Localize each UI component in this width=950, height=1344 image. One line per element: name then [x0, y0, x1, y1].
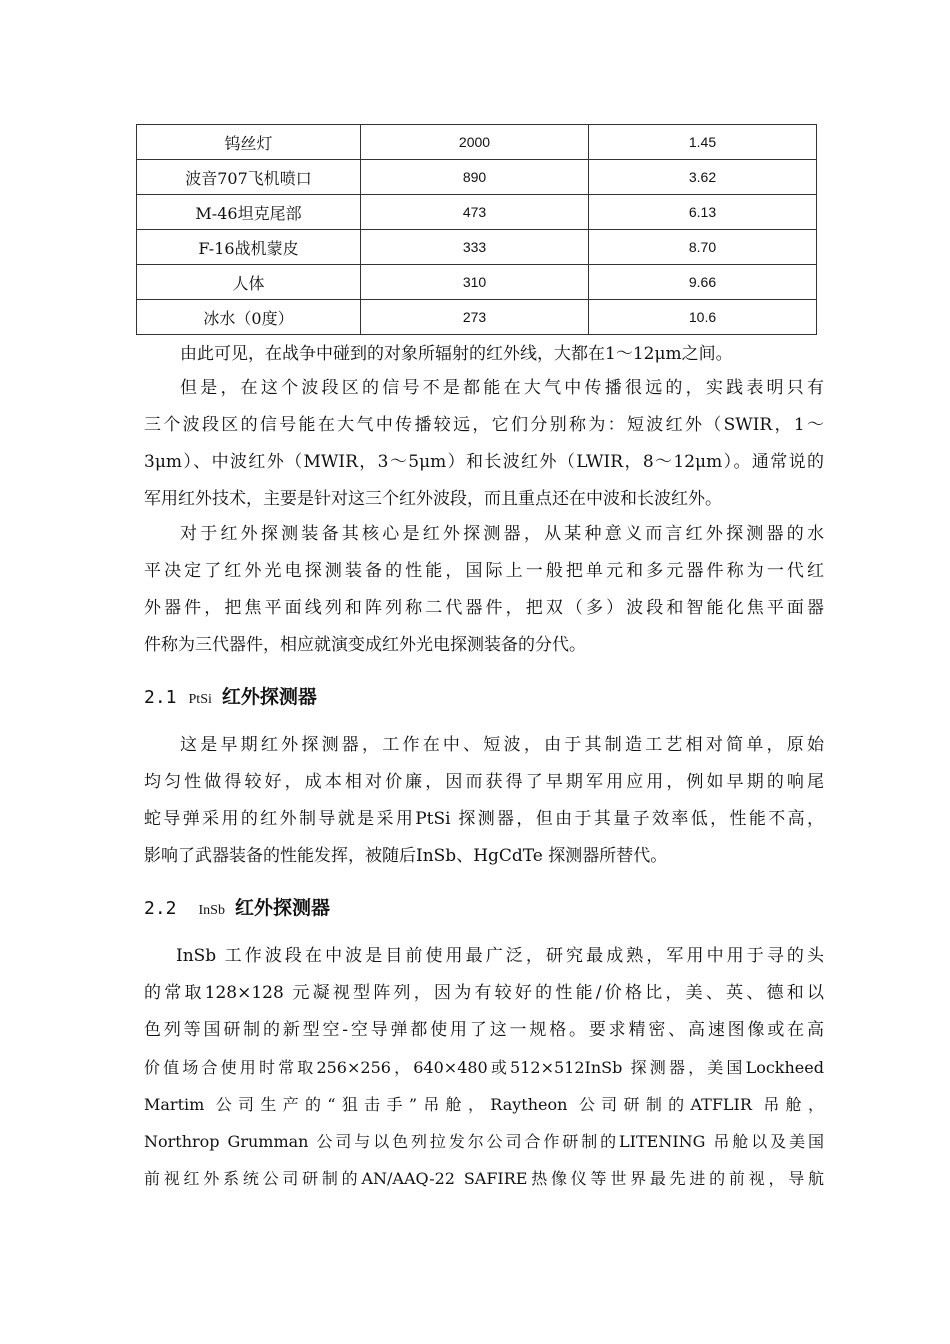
- paragraph-line: 但是，在这个波段区的信号不是都能在大气中传播很远的，实践表明只有: [180, 378, 824, 398]
- radiation-table: [136, 124, 817, 335]
- table-row: [137, 300, 817, 335]
- table-cell-wavelength: 1.45: [589, 125, 817, 160]
- paragraph-bands: [144, 370, 824, 518]
- paragraph-line: 军用红外技术，主要是针对这三个红外波段，而且重点还在中波和长波红外。: [144, 489, 722, 509]
- table-cell-temperature: 273: [361, 300, 589, 335]
- paragraph-line: 价值场合使用时常取256×256，640×480或512×512InSb 探测器，美国Lockheed: [144, 1058, 824, 1077]
- table-row: [137, 265, 817, 300]
- section-title: 红外探测器: [221, 686, 317, 708]
- paragraph-insb: [144, 938, 824, 1197]
- paragraph-line: 这是早期红外探测器，工作在中、短波，由于其制造工艺相对简单，原始: [180, 735, 824, 755]
- section-heading-insb: [144, 893, 330, 920]
- paragraph-line: 件称为三代器件，相应就演变成红外光电探测装备的分代。: [144, 635, 586, 655]
- paragraph-line: 三个波段区的信号能在大气中传播较远，它们分别称为：短波红外（SWIR，1～: [144, 415, 824, 435]
- paragraph-line: 外器件，把焦平面线列和阵列称二代器件，把双（多）波段和智能化焦平面器: [144, 598, 824, 618]
- paragraph-line: 色列等国研制的新型空-空导弹都使用了这一规格。要求精密、高速图像或在高: [144, 1020, 824, 1040]
- paragraph-conclusion: [144, 336, 824, 373]
- section-title: 红外探测器: [234, 897, 330, 919]
- table-cell-object: 冰水（0度）: [137, 300, 361, 335]
- paragraph-line: 前视红外系统公司研制的AN/AAQ-22 SAFIRE热像仪等世界最先进的前视，导航: [144, 1169, 824, 1188]
- table-row: [137, 230, 817, 265]
- paragraph-line: 影响了武器装备的性能发挥，被随后InSb、HgCdTe 探测器所替代。: [144, 846, 668, 866]
- table-row: [137, 195, 817, 230]
- paragraph-line: 由此可见，在战争中碰到的对象所辐射的红外线，大都在1～12μm之间。: [180, 344, 733, 364]
- section-number: 2.2: [144, 898, 177, 919]
- table-cell-wavelength: 10.6: [589, 300, 817, 335]
- table-cell-wavelength: 8.70: [589, 230, 817, 265]
- section-number: 2.1: [144, 687, 177, 708]
- table-row: [137, 160, 817, 195]
- table-cell-temperature: 473: [361, 195, 589, 230]
- paragraph-line: 对于红外探测装备其核心是红外探测器，从某种意义而言红外探测器的水: [180, 524, 824, 544]
- paragraph-line: InSb 工作波段在中波是目前使用最广泛，研究最成熟，军用中用于寻的头: [176, 946, 824, 966]
- table-cell-temperature: 310: [361, 265, 589, 300]
- paragraph-line: 均匀性做得较好，成本相对价廉，因而获得了早期军用应用，例如早期的响尾: [144, 772, 824, 792]
- table-cell-object: M-46坦克尾部: [137, 195, 361, 230]
- table-cell-object: 钨丝灯: [137, 125, 361, 160]
- table-cell-object: 波音707飞机喷口: [137, 160, 361, 195]
- section-heading-ptsi: [144, 682, 317, 709]
- table-cell-temperature: 333: [361, 230, 589, 265]
- paragraph-line: 平决定了红外光电探测装备的性能，国际上一般把单元和多元器件称为一代红: [144, 561, 824, 581]
- table-cell-temperature: 2000: [361, 125, 589, 160]
- paragraph-line: 3μm）、中波红外（MWIR，3～5μm）和长波红外（LWIR，8～12μm）。通常说的: [144, 452, 824, 472]
- paragraph-generations: [144, 516, 824, 664]
- table-cell-wavelength: 3.62: [589, 160, 817, 195]
- table-cell-object: 人体: [137, 265, 361, 300]
- paragraph-line: 的常取128×128 元凝视型阵列，因为有较好的性能/价格比，美、英、德和以: [144, 983, 824, 1003]
- section-material: PtSi: [188, 692, 212, 707]
- paragraph-line: 蛇导弹采用的红外制导就是采用PtSi 探测器，但由于其量子效率低，性能不高，: [144, 809, 824, 829]
- table-cell-wavelength: 6.13: [589, 195, 817, 230]
- table-cell-object: F-16战机蒙皮: [137, 230, 361, 265]
- paragraph-line: Martim 公司生产的“狙击手”吊舱，Raytheon 公司研制的ATFLIR 吊舱，: [144, 1095, 824, 1114]
- table-row: [137, 125, 817, 160]
- table-cell-wavelength: 9.66: [589, 265, 817, 300]
- paragraph-ptsi: [144, 727, 824, 875]
- section-material: InSb: [198, 903, 225, 918]
- paragraph-line: Northrop Grumman 公司与以色列拉发尔公司合作研制的LITENING 吊舱以及美国: [144, 1132, 824, 1151]
- table-cell-temperature: 890: [361, 160, 589, 195]
